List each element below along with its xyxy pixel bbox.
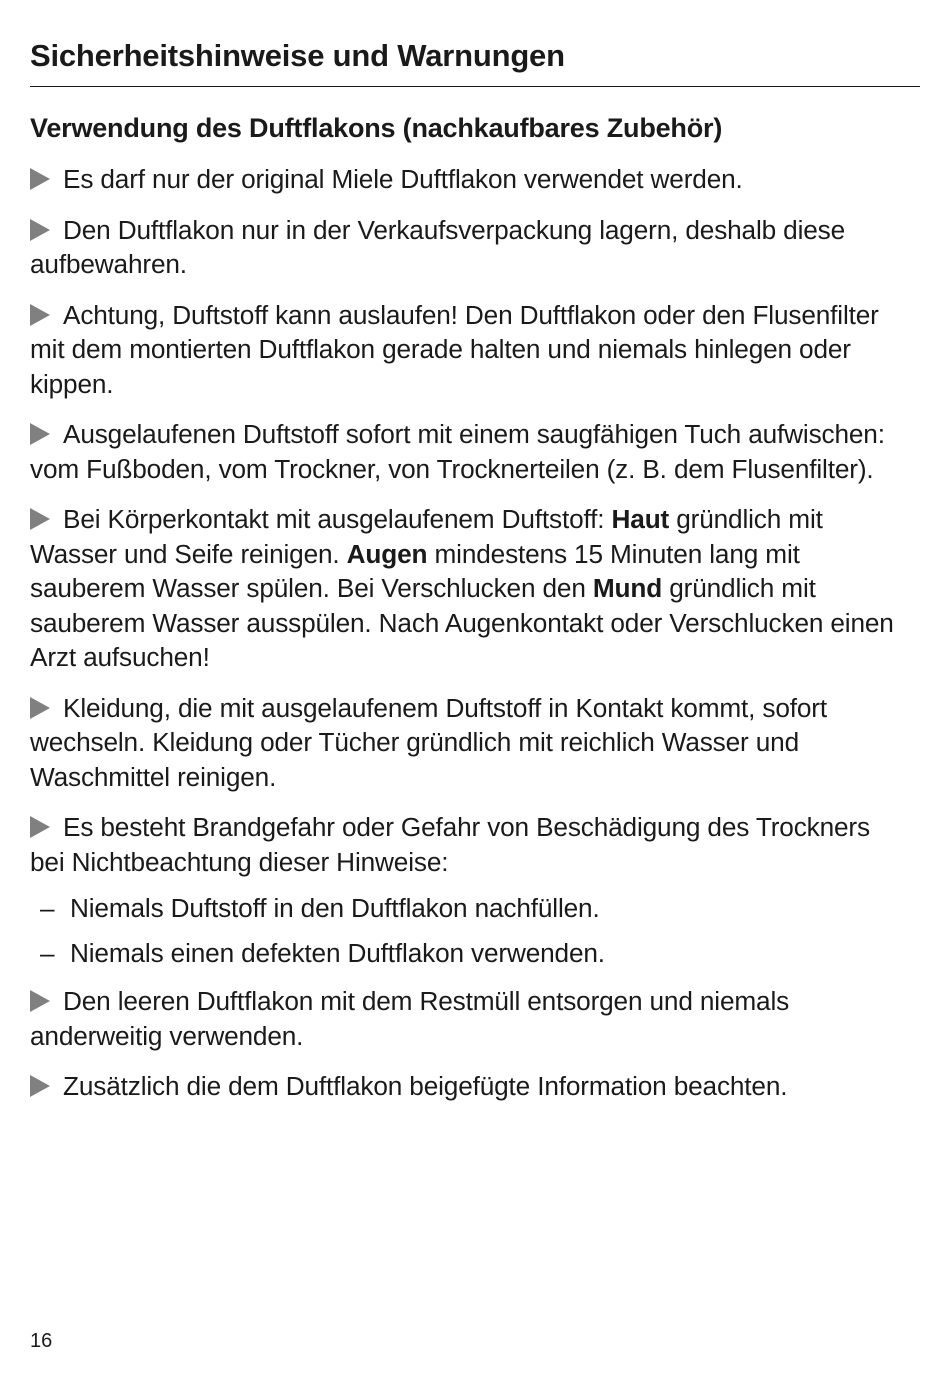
- subitem-text: Niemals einen defekten Duftflakon verwenden.: [70, 937, 605, 968]
- warning-list: [30, 162, 905, 1120]
- triangle-bullet-icon: [30, 508, 50, 530]
- item-text: Zusätzlich die dem Duftflakon beigefügte Information beachten.: [63, 1071, 788, 1101]
- triangle-bullet-icon: [30, 304, 50, 326]
- warning-item: [30, 417, 905, 486]
- item-text: Bei Körperkontakt mit ausgelaufenem Duftstoff:: [63, 504, 612, 534]
- item-text: Den Duftflakon nur in der Verkaufsverpackung lagern, deshalb diese aufbewahren.: [30, 214, 846, 279]
- item-text: gründlich mit sauberem Wasser ausspülen. Nach Augenkontakt oder Verschlucken einen Arzt aufsuchen!: [30, 573, 894, 672]
- item-text: Es besteht Brandgefahr oder Gefahr von Beschädigung des Trockners bei Nichtbeachtung dieser Hinweise:: [30, 812, 870, 877]
- triangle-bullet-icon: [30, 990, 50, 1012]
- item-text: Achtung, Duftstoff kann auslaufen! Den Duftflakon oder den Flusenfilter mit dem montierten Duftflakon gerade halten und niemals hinlegen oder kippen.: [30, 299, 879, 399]
- triangle-bullet-icon: [30, 219, 50, 241]
- item-text: gründlich mit Wasser und Seife reinigen.: [30, 504, 823, 569]
- dash-bullet-icon: –: [40, 937, 55, 968]
- triangle-bullet-icon: [30, 168, 50, 190]
- triangle-bullet-icon: [30, 1075, 50, 1097]
- warning-item: [30, 1069, 905, 1104]
- warning-item: [30, 213, 905, 282]
- item-text: mindestens 15 Minuten lang mit sauberem Wasser spülen. Bei Verschlucken den: [30, 538, 800, 603]
- emphasis-text: Mund: [592, 573, 663, 603]
- warning-item: [30, 984, 905, 1053]
- item-text: Den leeren Duftflakon mit dem Restmüll entsorgen und niemals anderweitig verwenden.: [30, 986, 790, 1051]
- page-number: 16: [30, 1330, 53, 1352]
- item-text: Kleidung, die mit ausgelaufenem Duftstoff in Kontakt kommt, sofort wechseln. Kleidung oder Tücher gründlich mit reichlich Wasser und Waschmittel reinigen.: [30, 692, 827, 792]
- emphasis-text: Augen: [346, 538, 428, 569]
- triangle-bullet-icon: [30, 423, 50, 445]
- warning-subitem: [30, 936, 905, 971]
- triangle-bullet-icon: [30, 816, 50, 838]
- item-text: Es darf nur der original Miele Duftflakon verwendet werden.: [63, 164, 743, 194]
- item-text: Ausgelaufenen Duftstoff sofort mit einem saugfähigen Tuch aufwischen: vom Fußboden, vom Trockner, von Trocknerteilen (z. B. dem Flusenfilter).: [30, 419, 885, 484]
- warning-item: [30, 298, 905, 402]
- warning-item: [30, 810, 905, 879]
- warning-item: [30, 691, 905, 795]
- dash-bullet-icon: –: [40, 893, 55, 923]
- emphasis-text: Haut: [611, 504, 670, 534]
- triangle-bullet-icon: [30, 697, 50, 719]
- warning-item: [30, 502, 905, 675]
- header-divider: [30, 86, 920, 87]
- page-header-title: Sicherheitshinweise und Warnungen: [30, 38, 565, 73]
- warning-subitem: [30, 891, 905, 926]
- warning-item: [30, 162, 905, 197]
- section-title: Verwendung des Duftflakons (nachkaufbares Zubehör): [30, 113, 723, 143]
- subitem-text: Niemals Duftstoff in den Duftflakon nachfüllen.: [70, 893, 600, 923]
